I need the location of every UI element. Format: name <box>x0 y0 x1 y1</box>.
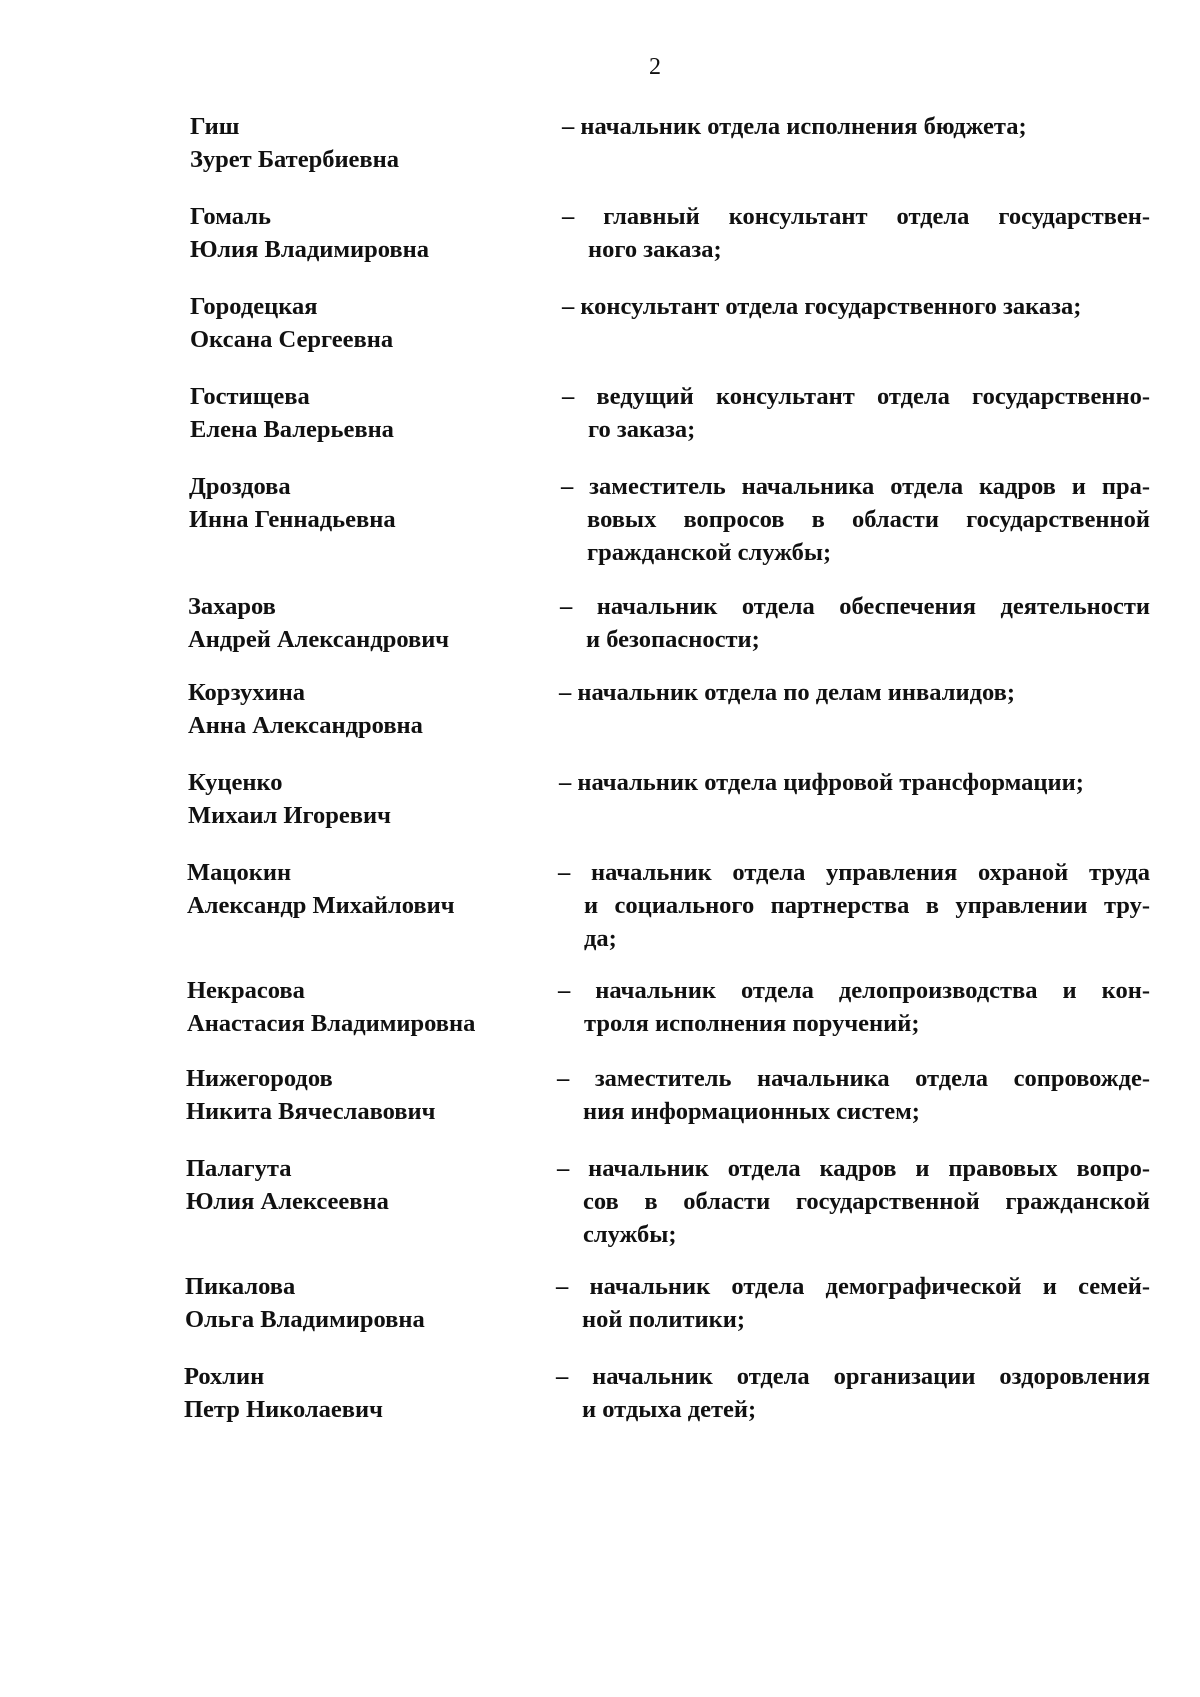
position-text-line: – начальник отдела по делам инвалидов; <box>559 679 1016 706</box>
employee-name <box>190 110 530 176</box>
employee-surname: Захаров <box>188 593 276 620</box>
position-text-line: – начальник отдела исполнения бюджета; <box>562 113 1027 140</box>
employee-surname: Некрасова <box>187 977 305 1004</box>
employee-position <box>556 1270 1150 1336</box>
employee-surname: Рохлин <box>184 1363 265 1390</box>
employee-name <box>188 676 528 742</box>
employee-position <box>557 1062 1150 1128</box>
employee-name <box>188 590 528 656</box>
employee-position <box>556 1360 1150 1426</box>
employee-surname: Городецкая <box>190 293 318 320</box>
position-text-line: – начальник отдела управления охраной труда <box>558 859 1150 886</box>
employee-given-names: Елена Валерьевна <box>190 416 394 443</box>
position-text-line: – заместитель начальника отдела кадров и пра- <box>561 473 1150 500</box>
employee-position <box>557 1152 1150 1251</box>
employee-surname: Гомаль <box>190 203 271 230</box>
position-text-line: го заказа; <box>588 416 696 443</box>
employee-given-names: Анна Александровна <box>188 712 423 739</box>
employee-name <box>184 1360 524 1426</box>
position-text-line: ного заказа; <box>588 236 722 263</box>
employee-position <box>562 200 1150 266</box>
position-text-line: и социального партнерства в управлении тру- <box>584 892 1150 919</box>
employee-given-names: Петр Николаевич <box>184 1396 383 1423</box>
position-text-line: да; <box>584 925 617 952</box>
employee-name <box>190 380 530 446</box>
employee-given-names: Ольга Владимировна <box>185 1306 425 1333</box>
position-text-line: – начальник отдела обеспечения деятельности <box>560 593 1150 620</box>
employee-given-names: Юлия Владимировна <box>190 236 430 263</box>
position-text-line: сов в области государственной гражданской <box>583 1188 1150 1215</box>
position-text-line: – начальник отдела кадров и правовых вопро- <box>557 1155 1150 1182</box>
position-text-line: – начальник отдела цифровой трансформации; <box>559 769 1084 796</box>
employee-position <box>558 974 1150 1040</box>
employee-surname: Мацокин <box>187 859 292 886</box>
position-text-line: и отдыха детей; <box>582 1396 757 1423</box>
page-number: 2 <box>649 54 661 80</box>
position-text-line: – главный консультант отдела государствен- <box>562 203 1150 230</box>
employee-name <box>190 290 530 356</box>
employee-given-names: Никита Вячеславович <box>186 1098 436 1125</box>
employee-position <box>562 380 1150 446</box>
position-text-line: – начальник отдела демографической и семей- <box>556 1273 1150 1300</box>
position-text-line: службы; <box>583 1221 677 1248</box>
employee-surname: Пикалова <box>185 1273 296 1300</box>
position-text-line: гражданской службы; <box>587 539 832 566</box>
employee-name <box>189 470 529 536</box>
employee-name <box>185 1270 525 1336</box>
position-text-line: – консультант отдела государственного заказа; <box>562 293 1082 320</box>
employee-name <box>187 856 527 922</box>
employee-surname: Гиш <box>190 113 240 140</box>
employee-name <box>190 200 530 266</box>
position-text-line: – начальник отдела делопроизводства и кон- <box>558 977 1150 1004</box>
employee-surname: Куценко <box>188 769 283 796</box>
employee-position <box>562 110 1150 143</box>
employee-surname: Нижегородов <box>186 1065 333 1092</box>
employee-position <box>561 470 1150 569</box>
employee-given-names: Юлия Алексеевна <box>186 1188 389 1215</box>
position-text-line: вовых вопросов в области государственной <box>587 506 1150 533</box>
employee-name <box>188 766 528 832</box>
employee-surname: Палагута <box>186 1155 292 1182</box>
position-text-line: ния информационных систем; <box>583 1098 920 1125</box>
employee-given-names: Андрей Александрович <box>188 626 450 653</box>
employee-surname: Корзухина <box>188 679 306 706</box>
position-text-line: и безопасности; <box>586 626 760 653</box>
employee-given-names: Михаил Игоревич <box>188 802 391 829</box>
employee-name <box>186 1152 526 1218</box>
employee-surname: Дроздова <box>189 473 291 500</box>
employee-position <box>558 856 1150 955</box>
employee-given-names: Оксана Сергеевна <box>190 326 394 353</box>
employee-given-names: Зурет Батербиевна <box>190 146 400 173</box>
position-text-line: ной политики; <box>582 1306 746 1333</box>
employee-position <box>559 766 1150 799</box>
employee-given-names: Инна Геннадьевна <box>189 506 396 533</box>
employee-position <box>559 676 1150 709</box>
employee-position <box>562 290 1150 323</box>
employee-given-names: Анастасия Владимировна <box>187 1010 476 1037</box>
employee-given-names: Александр Михайлович <box>187 892 455 919</box>
position-text-line: – ведущий консультант отдела государственно- <box>562 383 1150 410</box>
position-text-line: троля исполнения поручений; <box>584 1010 920 1037</box>
position-text-line: – заместитель начальника отдела сопровожде- <box>557 1065 1150 1092</box>
employee-name <box>187 974 527 1040</box>
employee-surname: Гостищева <box>190 383 310 410</box>
employee-position <box>560 590 1150 656</box>
employee-name <box>186 1062 526 1128</box>
position-text-line: – начальник отдела организации оздоровления <box>556 1363 1150 1390</box>
